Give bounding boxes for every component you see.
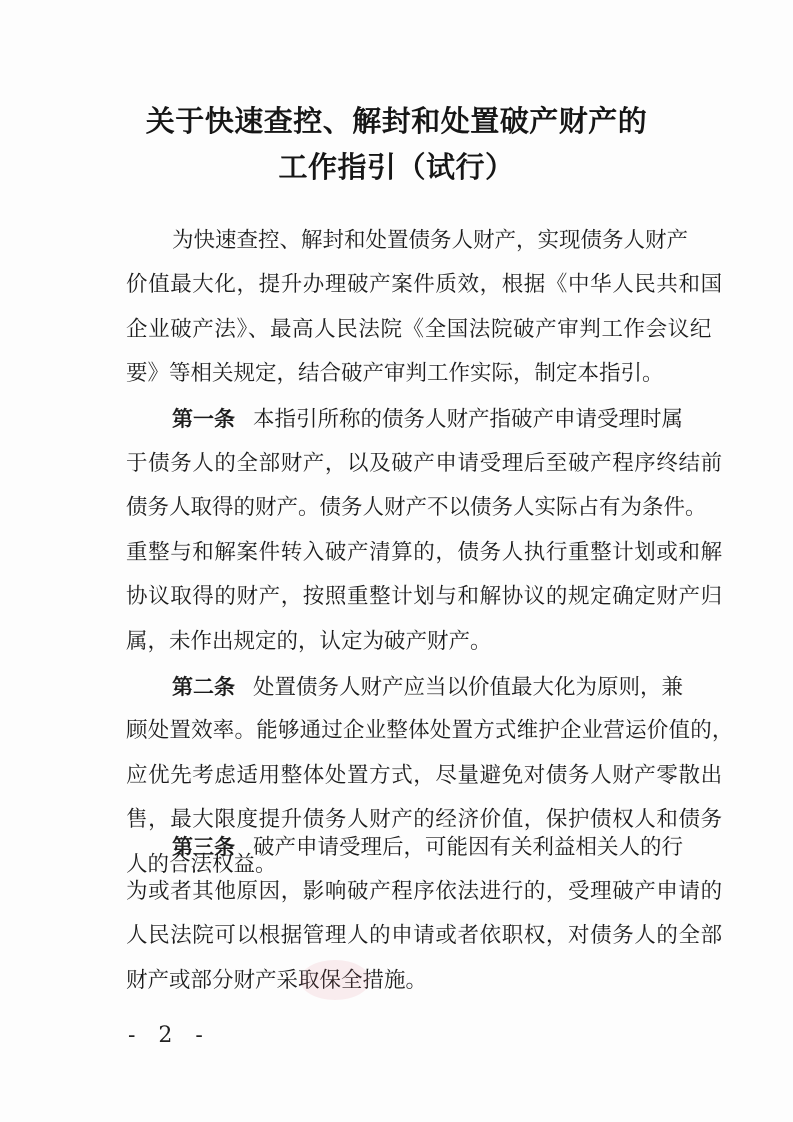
article-1-first-line: [172, 404, 683, 434]
article-line: 财产或部分财产采取保全措施。: [126, 968, 428, 993]
article-line: 顾处置效率。能够通过企业整体处置方式维护企业营运价值的，: [126, 718, 734, 743]
article-2-first-line: [172, 672, 683, 702]
article-3-first-line: [172, 832, 683, 862]
article-1-label: 第一条: [172, 407, 235, 431]
page-number: - 2 -: [128, 1023, 211, 1048]
article-line: 属，未作出规定的，认定为破产财产。: [126, 629, 492, 654]
article-3-label: 第三条: [172, 835, 235, 859]
article-line: 重整与和解案件转入破产清算的，债务人执行重整计划或和解: [126, 540, 723, 565]
article-3-text: 破产申请受理后，可能因有关利益相关人的行: [253, 835, 684, 860]
article-line: 协议取得的财产，按照重整计划与和解协议的规定确定财产归: [126, 584, 723, 609]
article-line: 为或者其他原因，影响破产程序依法进行的，受理破产申请的: [126, 879, 723, 904]
article-line: 售，最大限度提升债务人财产的经济价值，保护债权人和债务: [126, 807, 723, 832]
document-title-line2: 工作指引（试行）: [278, 150, 515, 184]
article-1-text: 本指引所称的债务人财产指破产申请受理时属: [253, 407, 684, 432]
faint-stamp-mark: [300, 960, 370, 1000]
article-2-text: 处置债务人财产应当以价值最大化为原则，兼: [253, 675, 684, 700]
preamble-line: 价值最大化，提升办理破产案件质效，根据《中华人民共和国: [126, 272, 723, 297]
document-title-line1: 关于快速查控、解封和处置破产财产的: [145, 104, 648, 138]
article-line: 人的合法权益。: [126, 852, 277, 877]
article-2-label: 第二条: [172, 675, 235, 699]
article-line: 债务人取得的财产。债务人财产不以债务人实际占有为条件。: [126, 495, 707, 520]
article-line: 应优先考虑适用整体处置方式，尽量避免对债务人财产零散出: [126, 763, 723, 788]
preamble-line: 企业破产法》、最高人民法院《全国法院破产审判工作会议纪: [126, 317, 712, 342]
preamble-line: 要》等相关规定，结合破产审判工作实际，制定本指引。: [126, 361, 664, 386]
article-line: 于债务人的全部财产，以及破产申请受理后至破产程序终结前: [126, 451, 723, 476]
preamble-line: 为快速查控、解封和处置债务人财产，实现债务人财产: [172, 228, 689, 253]
article-line: 人民法院可以根据管理人的申请或者依职权，对债务人的全部: [126, 923, 723, 948]
